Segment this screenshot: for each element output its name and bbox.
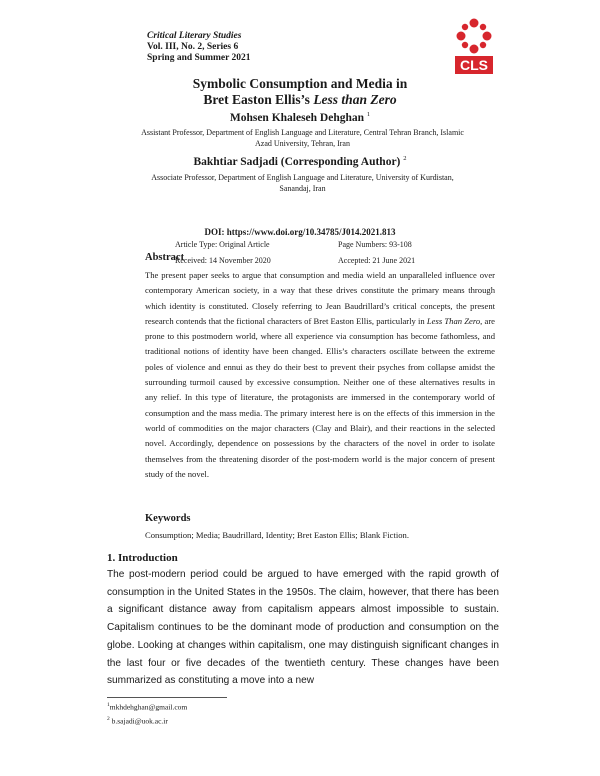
keywords-heading: Keywords <box>145 513 191 524</box>
footnote-2: $^2$ b.sajadi@uok.ac.ir <box>107 716 168 726</box>
doi-link[interactable]: DOI: https://www.doi.org/10.34785/J014.2021.813 <box>204 227 396 237</box>
article-type: Article Type: Original Article <box>175 240 270 249</box>
page-numbers: Page Numbers: 93-108 <box>338 240 412 249</box>
author-2-name: Bakhtiar Sadjadi (Corresponding Author) <box>193 155 401 168</box>
introduction-body: The post-modern period could be argued to have emerged with the rapid growth of consumption in the United States in the 1950s. The claim, however, that there has been a significant distance away from capitalism appears almost impossible to sustain. Capitalism continues to be the dominant mode of production and consumption on the globe. Looking at changes within capitalism, one may distinguish significant changes in the last four or five decades of the twentieth century. These changes have been summarized as constituting a move into a new <box>107 569 499 687</box>
author-2-affiliation: Associate Professor, Department of English Language and Literature, University of Kurdistan, Sanandaj, Iran <box>151 173 454 193</box>
logo-text: CLS <box>460 57 488 73</box>
abstract-heading: Abstract <box>145 252 185 263</box>
footnote-divider <box>107 697 227 698</box>
title-line-2: Bret Easton Ellis’s Less than Zero <box>203 92 397 107</box>
journal-logo <box>452 18 496 76</box>
accepted-date: Accepted: 21 June 2021 <box>338 256 416 265</box>
author-1 <box>0 111 600 124</box>
journal-info <box>147 31 251 64</box>
author-1-footnote-mark: 1 <box>366 111 371 118</box>
keywords-text: Consumption; Media; Baudrillard, Identity; Bret Easton Ellis; Blank Fiction. <box>145 530 409 540</box>
author-1-name: Mohsen Khaleseh Dehghan <box>229 111 365 124</box>
article-title <box>0 76 600 108</box>
journal-volume: Vol. III, No. 2, Series 6 <box>147 42 239 52</box>
footnote-2-email[interactable]: b.sajadi@uok.ac.ir <box>111 716 168 726</box>
journal-name: Critical Literary Studies <box>147 31 242 41</box>
author-2-footnote-mark: 2 <box>403 155 407 162</box>
introduction-heading: 1. Introduction <box>107 552 178 564</box>
cls-logo-icon <box>452 18 496 76</box>
received-date: Received: 14 November 2020 <box>175 256 271 265</box>
footnote-1-email[interactable]: mkhdehghan@gmail.com <box>109 702 188 712</box>
author-1-affiliation: Assistant Professor, Department of English Language and Literature, Central Tehran Branch, Islamic Azad University, Tehran, Iran <box>141 128 464 148</box>
footnote-1: $^1$mkhdehghan@gmail.com <box>107 702 188 712</box>
author-2 <box>0 155 600 168</box>
title-line-1: Symbolic Consumption and Media in <box>192 76 408 91</box>
journal-season: Spring and Summer 2021 <box>147 53 251 63</box>
abstract-body: The present paper seeks to argue that consumption and media wield an unparalleled influence over contemporary American society, in a way that these drives constitute the primary means through which identity is constituted. Closely referring to Jean Baudrillard’s critical concepts, the present research contends that the fictional characters of Bret Easton Ellis, particularly in Less Than Zero, are prone to this postmodern world, where all experience via consumption has become fathomless, and traditional notions of identity have been changed. Ellis’s characters oscillate between the extreme poles of violence and ennui as they do their best to prevent their psyches from collapse amidst the surrounding turmoil caused by excessive consumption. Neither one of these alternatives results in any relief. In this type of literature, the protagonists are immersed in the contemporary world of consumption and the mass media. The primary interest here is on the effects of this immersion in the world of commodities on the major characters (Clay and Blair), and their reactions in the selected novel. Accordingly, dependence on possessions by the characters of the novel in order to isolate themselves from the threatening disorder of the post-modern world is the major concern of present study of the novel. <box>145 270 495 479</box>
